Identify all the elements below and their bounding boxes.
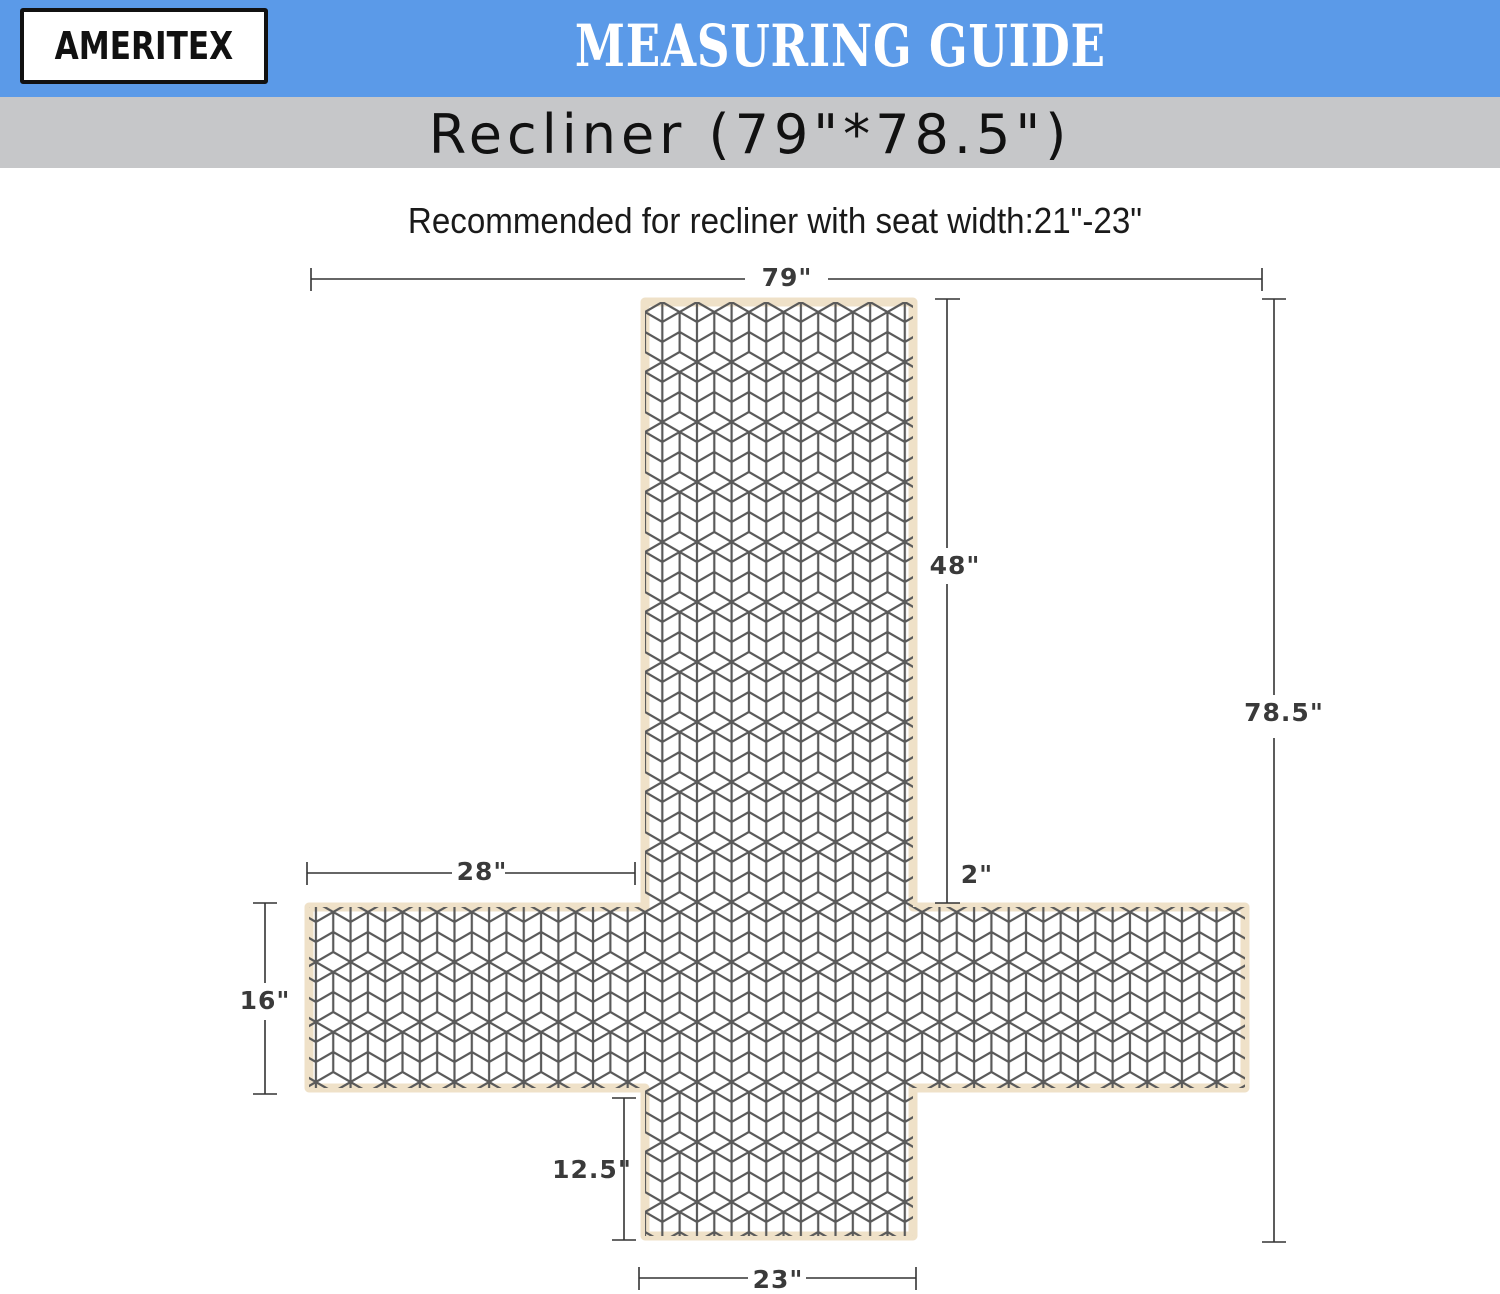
seat-width-label: 23" xyxy=(752,1265,804,1294)
gap-label: 2" xyxy=(960,860,994,889)
recommendation-text: Recommended for recliner with seat width:21"-23" xyxy=(407,200,1143,241)
recliner-cover-shape xyxy=(300,295,1260,1245)
total-height-label: 78.5" xyxy=(1244,698,1324,727)
arm-height-label: 16" xyxy=(239,986,291,1015)
cover-pattern-fill xyxy=(300,295,1260,1245)
backrest-height-label: 48" xyxy=(929,551,981,580)
arm-width-label: 28" xyxy=(456,857,508,886)
footrest-height-label: 12.5" xyxy=(552,1155,632,1184)
brand-logo-text: AMERITEX xyxy=(54,24,234,68)
product-title: Recliner (79"*78.5") xyxy=(428,103,1072,166)
page-title: MEASURING GUIDE xyxy=(574,12,1106,80)
total-width-label: 79" xyxy=(761,263,813,292)
